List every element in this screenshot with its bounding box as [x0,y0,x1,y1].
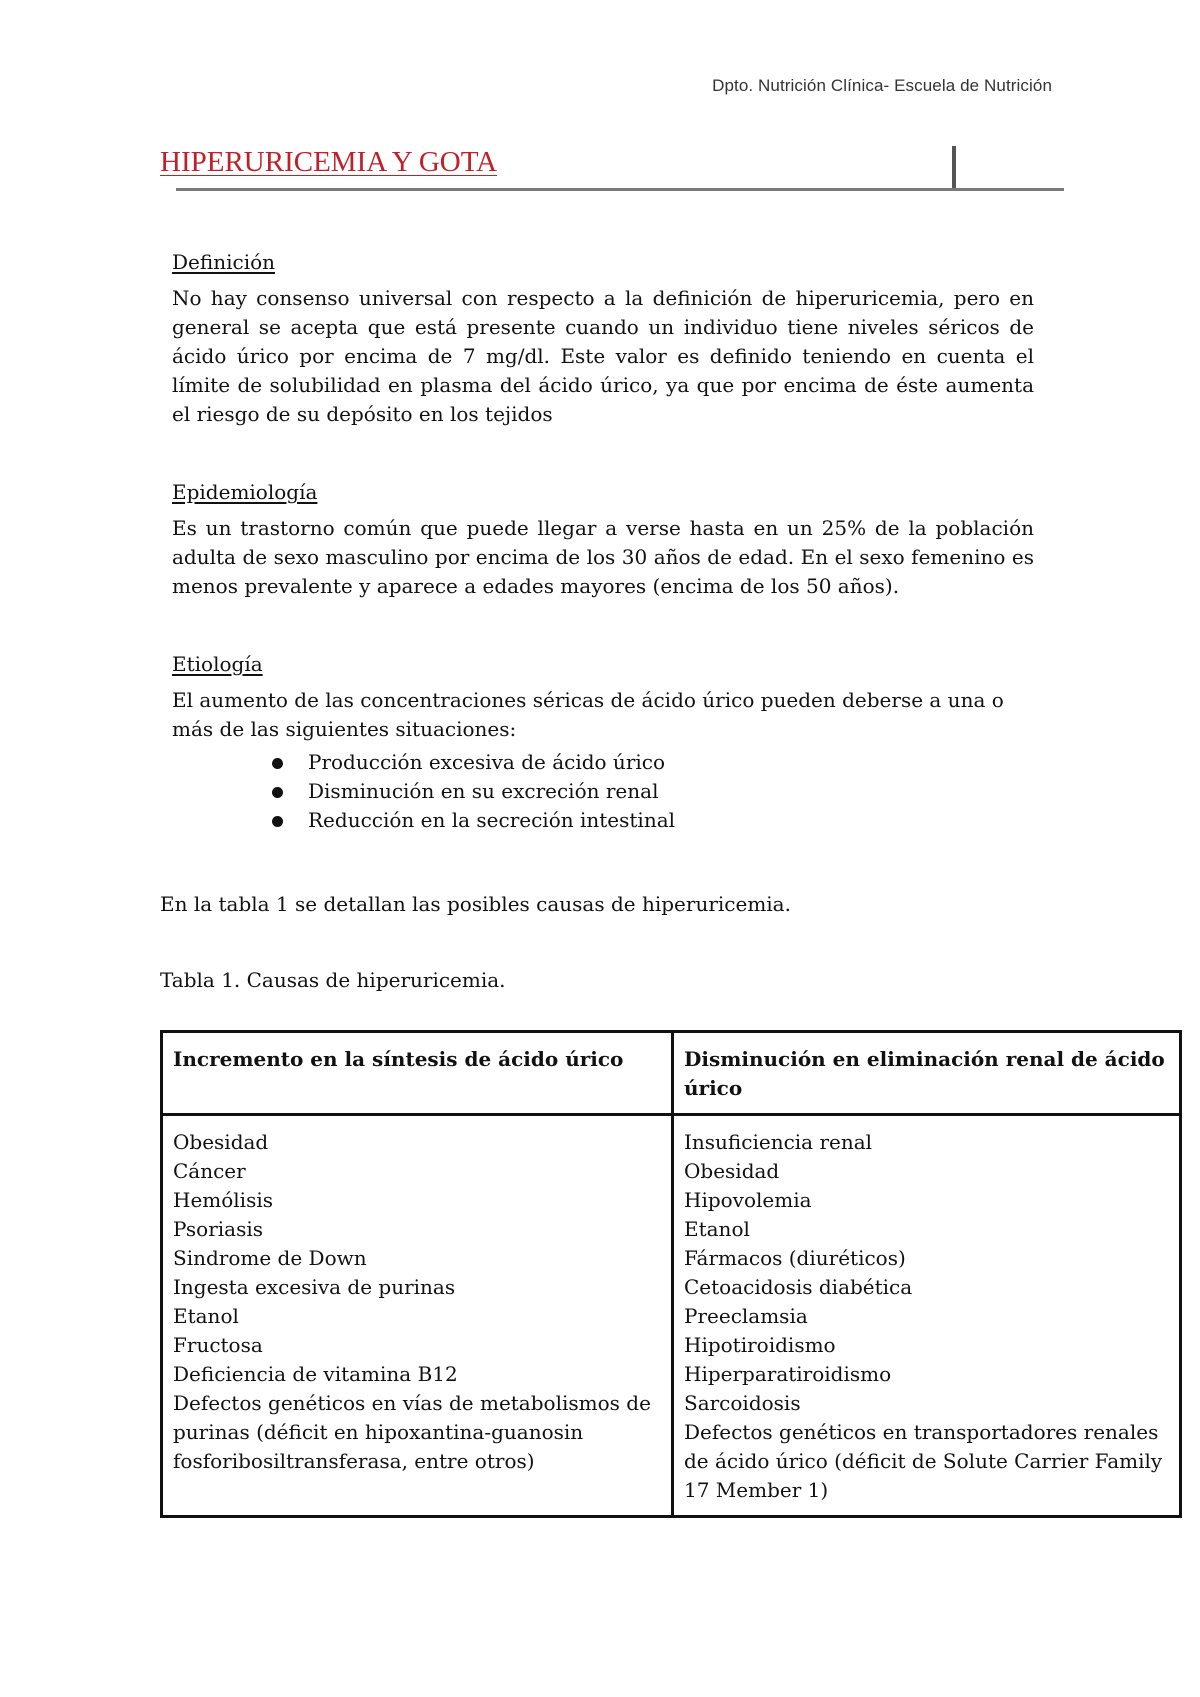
causes-table [160,1030,1182,1518]
table-cell-synthesis-causes [162,1115,673,1517]
section-heading-etiologia: Etiología [172,652,263,676]
list-item: Defectos genéticos en transportadores renales de ácido úrico (déficit de Solute Carrier Family 17 Member 1) [684,1420,1163,1502]
list-item: Psoriasis [173,1217,264,1241]
list-item: Sarcoidosis [684,1391,801,1415]
bullet-dot-icon [272,816,283,827]
title-divider-tick [952,146,956,191]
list-item: Obesidad [684,1159,780,1183]
list-item: Fármacos (diuréticos) [684,1246,906,1270]
list-item: Hiperparatiroidismo [684,1362,892,1386]
table-header-synthesis: Incremento en la síntesis de ácido úrico [162,1032,673,1115]
list-item: Etanol [684,1217,750,1241]
list-item: Insuficiencia renal [684,1130,873,1154]
list-item: Hipovolemia [684,1188,812,1212]
table-intro-text: En la tabla 1 se detallan las posibles causas de hiperuricemia. [160,892,791,916]
section-heading-epidemiologia: Epidemiología [172,480,318,504]
table-row [162,1115,1181,1517]
list-item: Preeclamsia [684,1304,808,1328]
etiologia-bullet-list [272,748,1034,835]
list-item: Sindrome de Down [173,1246,367,1270]
title-underline-rule [176,188,1064,191]
list-item: Hemólisis [173,1188,273,1212]
section-heading-definicion: Definición [172,250,276,274]
section-text-definicion: No hay consenso universal con respecto a la definición de hiperuricemia, pero en general se acepta que está presente cuando un individuo tiene niveles séricos de ácido úrico por encima de 7 mg/dl. Este valor es definido teniendo en cuenta el límite de solubilidad en plasma del ácido úrico, ya que por encima de éste aumenta el riesgo de su depósito en los tejidos [172,286,1034,426]
table-cell-renal-causes [673,1115,1181,1517]
document-title: HIPERURICEMIA Y GOTA [160,146,498,178]
table-header-row [162,1032,1181,1115]
list-item: Etanol [173,1304,239,1328]
list-item: Fructosa [173,1333,263,1357]
section-text-epidemiologia: Es un trastorno común que puede llegar a verse hasta en un 25% de la población adulta de sexo masculino por encima de los 30 años de edad. En el sexo femenino es menos prevalente y aparece a edades mayores (encima de los 50 años). [172,516,1034,598]
list-item: Reducción en la secreción intestinal [272,806,1034,835]
list-item: Producción excesiva de ácido úrico [272,748,1034,777]
table-caption: Tabla 1. Causas de hiperuricemia. [160,968,506,992]
list-item: Ingesta excesiva de purinas [173,1275,456,1299]
section-definicion [172,250,1034,429]
list-item: Obesidad [173,1130,269,1154]
bullet-dot-icon [272,758,283,769]
table-header-renal-elimination: Disminución en eliminación renal de ácido úrico [673,1032,1181,1115]
list-item: Deficiencia de vitamina B12 [173,1362,458,1386]
department-header: Dpto. Nutrición Clínica- Escuela de Nutrición [712,76,1052,95]
section-etiologia [172,652,1034,835]
section-text-etiologia: El aumento de las concentraciones séricas de ácido úrico pueden deberse a una o más de las siguientes situaciones: [172,688,1004,741]
list-item: Cetoacidosis diabética [684,1275,913,1299]
list-item: Cáncer [173,1159,246,1183]
bullet-dot-icon [272,787,283,798]
list-item: Disminución en su excreción renal [272,777,1034,806]
list-item: Hipotiroidismo [684,1333,836,1357]
section-epidemiologia [172,480,1034,601]
list-item: Defectos genéticos en vías de metabolismos de purinas (déficit en hipoxantina-guanosin fosforibosiltransferasa, entre otros) [173,1391,651,1473]
